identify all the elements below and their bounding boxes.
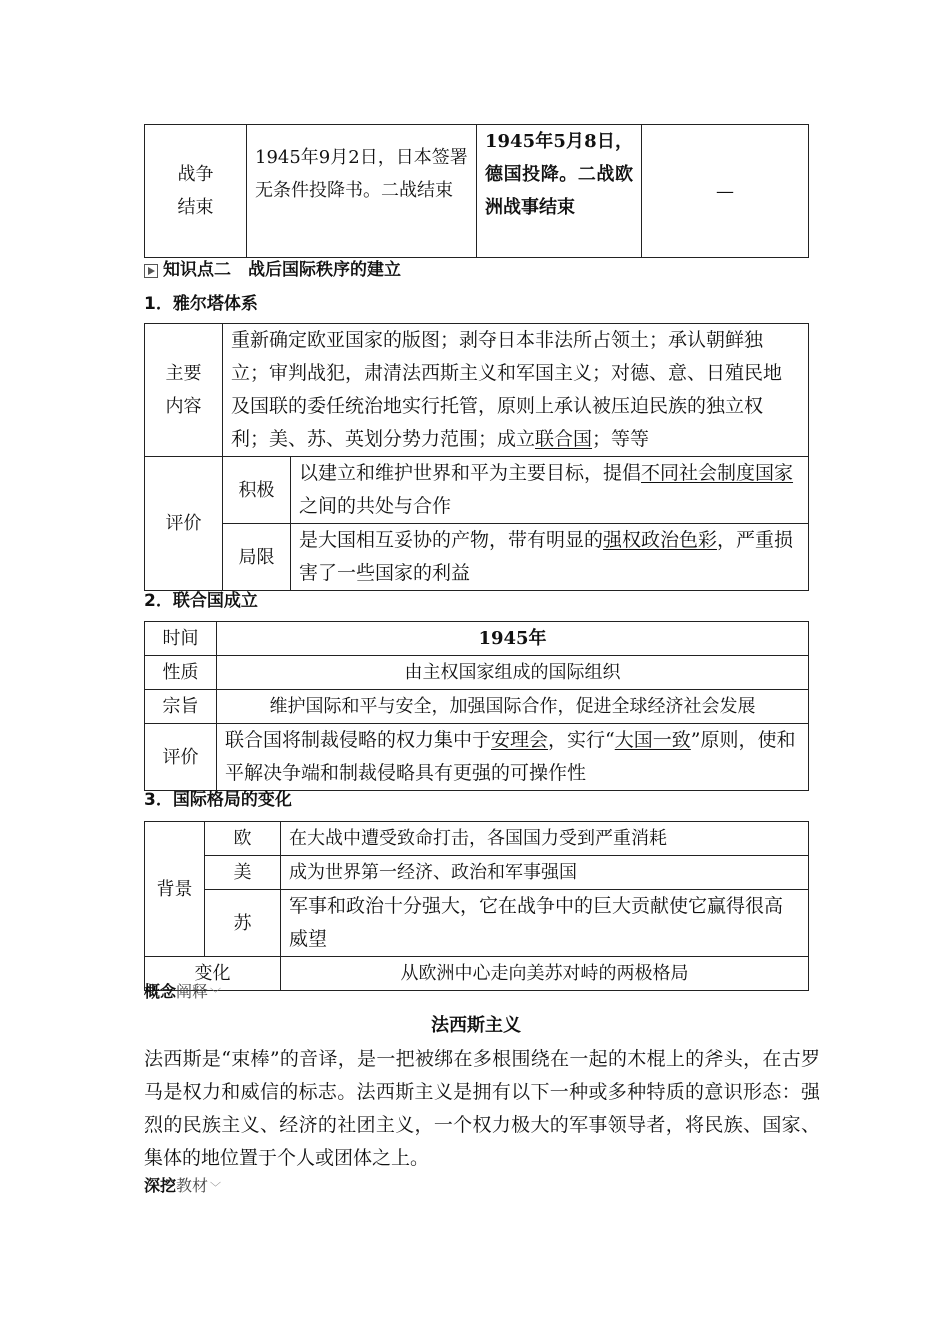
pattern-ussr-label: 苏: [205, 890, 281, 957]
underlined-term: 安理会: [491, 729, 549, 751]
concept-label: 概念阐释 ﹀: [144, 982, 222, 1001]
pattern-usa-text: 成为世界第一经济、政治和军事强国: [281, 856, 809, 890]
war-end-label: 战争结束: [177, 164, 214, 218]
un-heading: 2．联合国成立: [144, 591, 258, 611]
underlined-term: 联合国: [535, 428, 593, 450]
war-end-label-cell: [145, 125, 247, 258]
pattern-table: [144, 821, 809, 991]
yalta-eval-label: 评价: [145, 457, 223, 591]
yalta-limit-text: 是大国相互妥协的产物，带有明显的强权政治色彩，严重损害了一些国家的利益: [291, 524, 809, 591]
yalta-positive-text: 以建立和维护世界和平为主要目标，提倡不同社会制度国家之间的共处与合作: [291, 457, 809, 524]
yalta-limit-label: 局限: [223, 524, 291, 591]
un-purpose-value: 维护国际和平与安全，加强国际合作，促进全球经济社会发展: [217, 690, 809, 724]
yalta-content-label: 主要内容: [165, 363, 202, 417]
un-nature-value: 由主权国家组成的国际组织: [217, 656, 809, 690]
yalta-heading: 1．雅尔塔体系: [144, 294, 258, 314]
un-nature-label: 性质: [145, 656, 217, 690]
knowledge-point-heading: [144, 254, 401, 287]
dig-label: 深挖教材 ﹀: [144, 1176, 222, 1195]
knowledge-point-title: 知识点二 战后国际秩序的建立: [163, 260, 401, 280]
pattern-europe-label: 欧: [205, 822, 281, 856]
un-purpose-label: 宗旨: [145, 690, 217, 724]
concept-title: 法西斯主义: [431, 1015, 521, 1036]
chevron-down-icon: ﹀: [210, 1181, 222, 1194]
pattern-heading: 3．国际格局的变化: [144, 790, 292, 810]
underlined-term: 大国一致: [614, 729, 691, 751]
chevron-down-icon: ﹀: [210, 987, 222, 1000]
un-time-label: 时间: [145, 622, 217, 656]
pattern-background-label: 背景: [145, 822, 205, 957]
concept-paragraph: 法西斯是“束棒”的音译，是一把被绑在多根围绕在一起的木棍上的斧头，在古罗马是权力和威信的标志。法西斯主义是拥有以下一种或多种特质的意识形态：强烈的民族主义、经济的社团主义，一个权力极大的军事领导者，将民族、国家、集体的地位置于个人或团体之上。: [144, 1048, 820, 1169]
war-end-dash: —: [642, 125, 809, 258]
war-end-table: [144, 124, 809, 258]
war-end-japan: 1945年9月2日，日本签署无条件投降书。二战结束: [247, 125, 477, 258]
play-icon: [144, 264, 158, 278]
un-eval-text: 联合国将制裁侵略的权力集中于安理会，实行“大国一致”原则，使和平解决争端和制裁侵略具有更强的可操作性: [217, 724, 809, 791]
pattern-europe-text: 在大战中遭受致命打击，各国国力受到严重消耗: [281, 822, 809, 856]
war-end-germany: 1945年5月8日，德国投降。二战欧洲战事结束: [477, 125, 642, 258]
pattern-change-label: 变化: [145, 957, 281, 991]
underlined-term: 强权政治色彩: [603, 529, 718, 551]
un-time-value: 1945年: [217, 622, 809, 656]
pattern-usa-label: 美: [205, 856, 281, 890]
un-table: [144, 621, 809, 791]
yalta-content: 重新确定欧亚国家的版图；剥夺日本非法所占领土；承认朝鲜独立；审判战犯，肃清法西斯主义和军国主义；对德、意、日殖民地及国联的委任统治地实行托管，原则上承认被压迫民族的独立权利；美、苏、英划分势力范围；成立联合国；等等: [223, 324, 809, 457]
yalta-table: [144, 323, 809, 591]
pattern-ussr-text: 军事和政治十分强大，它在战争中的巨大贡献使它赢得很高威望: [281, 890, 809, 957]
yalta-content-label-cell: [145, 324, 223, 457]
un-eval-label: 评价: [145, 724, 217, 791]
yalta-positive-label: 积极: [223, 457, 291, 524]
pattern-change-text: 从欧洲中心走向美苏对峙的两极格局: [281, 957, 809, 991]
underlined-term: 不同社会制度国家: [641, 462, 794, 484]
